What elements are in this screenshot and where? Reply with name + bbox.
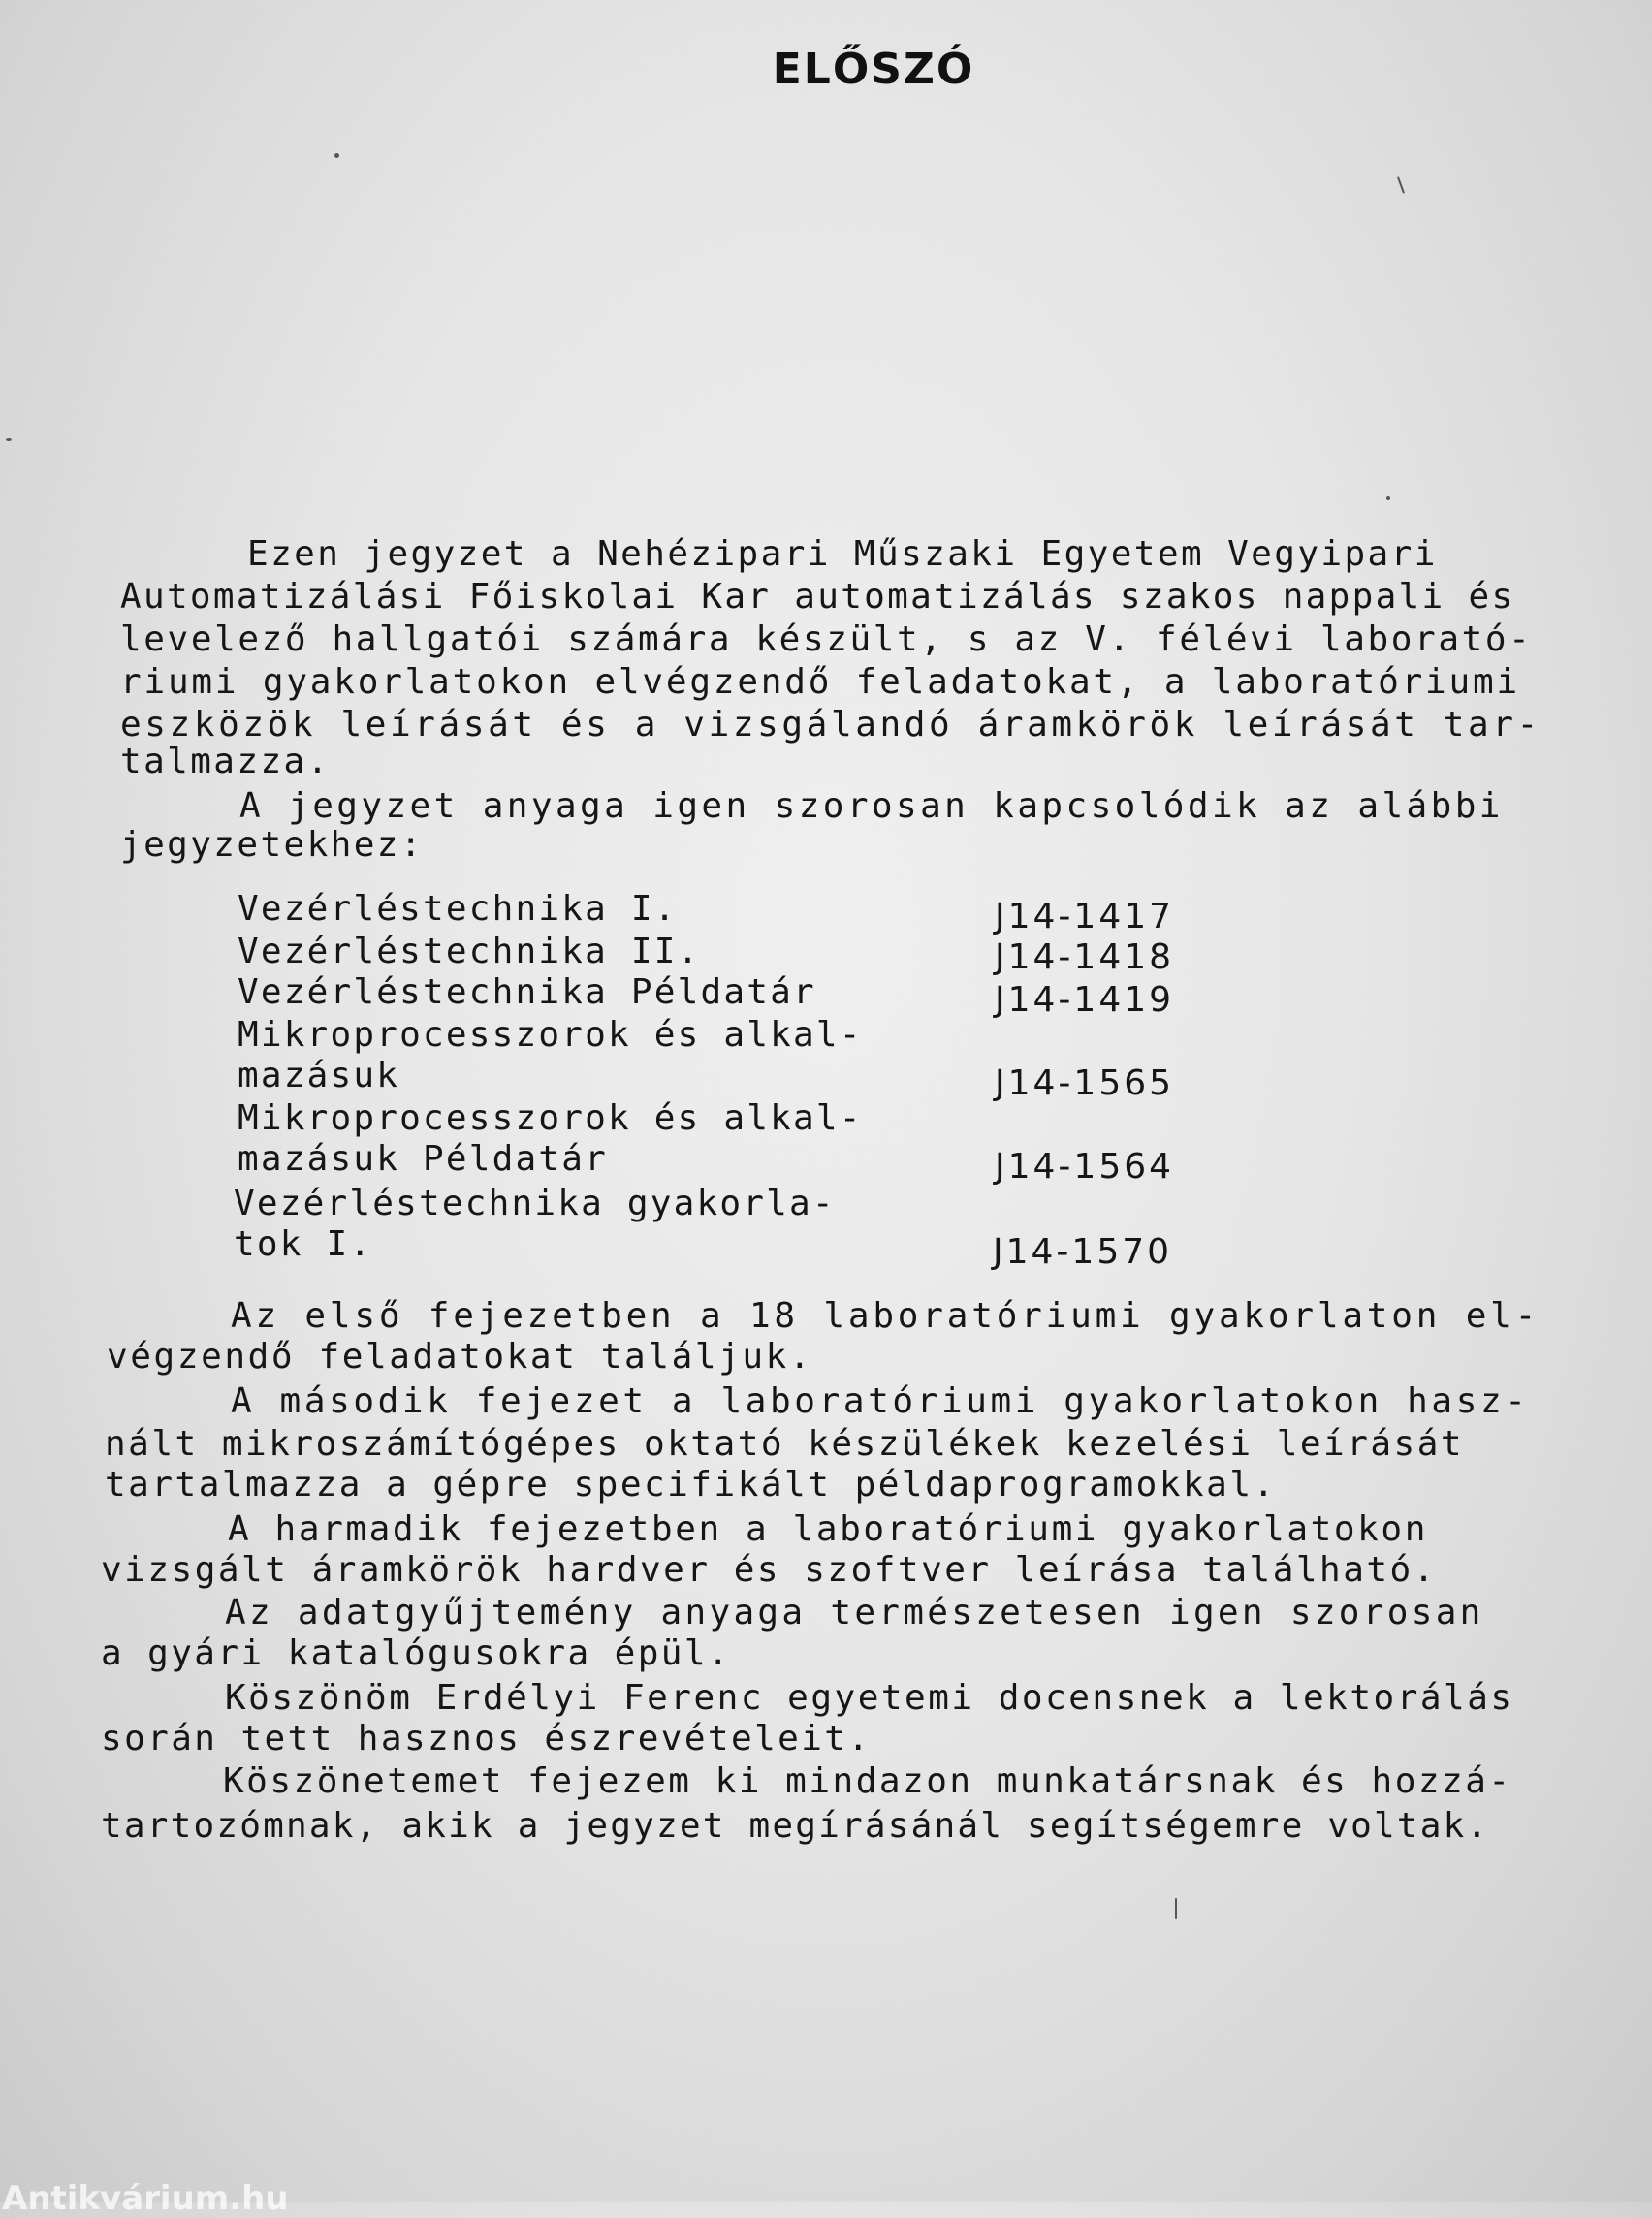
reference-code: J14-1419	[995, 980, 1175, 1020]
text-line: Az adatgyűjtemény anyaga természetesen igen szorosan	[225, 1593, 1484, 1632]
reference-title: tok I.	[234, 1224, 373, 1264]
text-line: során tett hasznos észrevételeit.	[101, 1719, 872, 1759]
reference-title: Mikroprocesszorok és alkal-	[238, 1015, 863, 1055]
reference-code: J14-1565	[995, 1063, 1175, 1103]
text-line: A harmadik fejezetben a laboratóriumi gyakorlatokon	[228, 1509, 1428, 1549]
reference-code: J14-1418	[995, 937, 1175, 977]
scan-speck	[1397, 176, 1405, 194]
reference-title: Vezérléstechnika gyakorla-	[234, 1184, 836, 1223]
text-line: tartozómnak, akik a jegyzet megírásánál segítségemre voltak.	[101, 1806, 1490, 1846]
reference-title: Vezérléstechnika II.	[238, 932, 701, 971]
text-line: Az első fejezetben a 18 laboratóriumi gyakorlaton el-	[231, 1296, 1541, 1336]
watermark-text: Antikvárium.hu	[2, 2179, 289, 2218]
text-line: eszközök leírását és a vizsgálandó áramkörök leírását tar-	[120, 705, 1541, 745]
scan-speck	[6, 438, 12, 441]
scan-speck	[334, 153, 339, 158]
scan-speck	[1175, 1898, 1177, 1919]
text-line: vizsgált áramkörök hardver és szoftver leírása található.	[101, 1550, 1437, 1590]
reference-code: J14-1564	[995, 1147, 1175, 1187]
reference-title: Mikroprocesszorok és alkal-	[238, 1098, 863, 1138]
text-line: tartalmazza a gépre specifikált példaprogramokkal.	[105, 1465, 1277, 1505]
text-line: Ezen jegyzet a Nehézipari Műszaki Egyetem Vegyipari	[247, 534, 1438, 574]
text-line: A jegyzet anyaga igen szorosan kapcsolódik az alábbi	[239, 786, 1504, 826]
text-line: Automatizálási Főiskolai Kar automatizálás szakos nappali és	[120, 577, 1515, 617]
reference-title: Vezérléstechnika Példatár	[238, 972, 816, 1012]
text-line: talmazza.	[120, 742, 331, 781]
text-line: A második fejezet a laboratóriumi gyakorlatokon hasz-	[231, 1381, 1530, 1421]
scan-speck	[1386, 496, 1390, 500]
reference-title: mazásuk	[238, 1056, 400, 1095]
reference-title: Vezérléstechnika I.	[238, 889, 678, 929]
text-line: riumi gyakorlatokon elvégzendő feladatokat, a laboratóriumi	[120, 662, 1520, 702]
text-line: a gyári katalógusokra épül.	[101, 1633, 731, 1673]
reference-code: J14-1417	[995, 897, 1175, 936]
text-line: Köszönöm Erdélyi Ferenc egyetemi docensnek a lektorálás	[225, 1678, 1514, 1718]
reference-title: mazásuk Példatár	[238, 1139, 608, 1179]
page-title: ELŐSZÓ	[772, 45, 975, 94]
text-line: végzendő feladatokat találjuk.	[107, 1337, 813, 1377]
reference-code: J14-1570	[993, 1232, 1173, 1272]
text-line: jegyzetekhez:	[120, 825, 424, 865]
text-line: Köszönetemet fejezem ki mindazon munkatársnak és hozzá-	[223, 1761, 1512, 1801]
text-line: levelező hallgatói számára készült, s az V. félévi laborató-	[120, 619, 1533, 659]
text-line: nált mikroszámítógépes oktató készülékek kezelési leírását	[105, 1424, 1465, 1464]
